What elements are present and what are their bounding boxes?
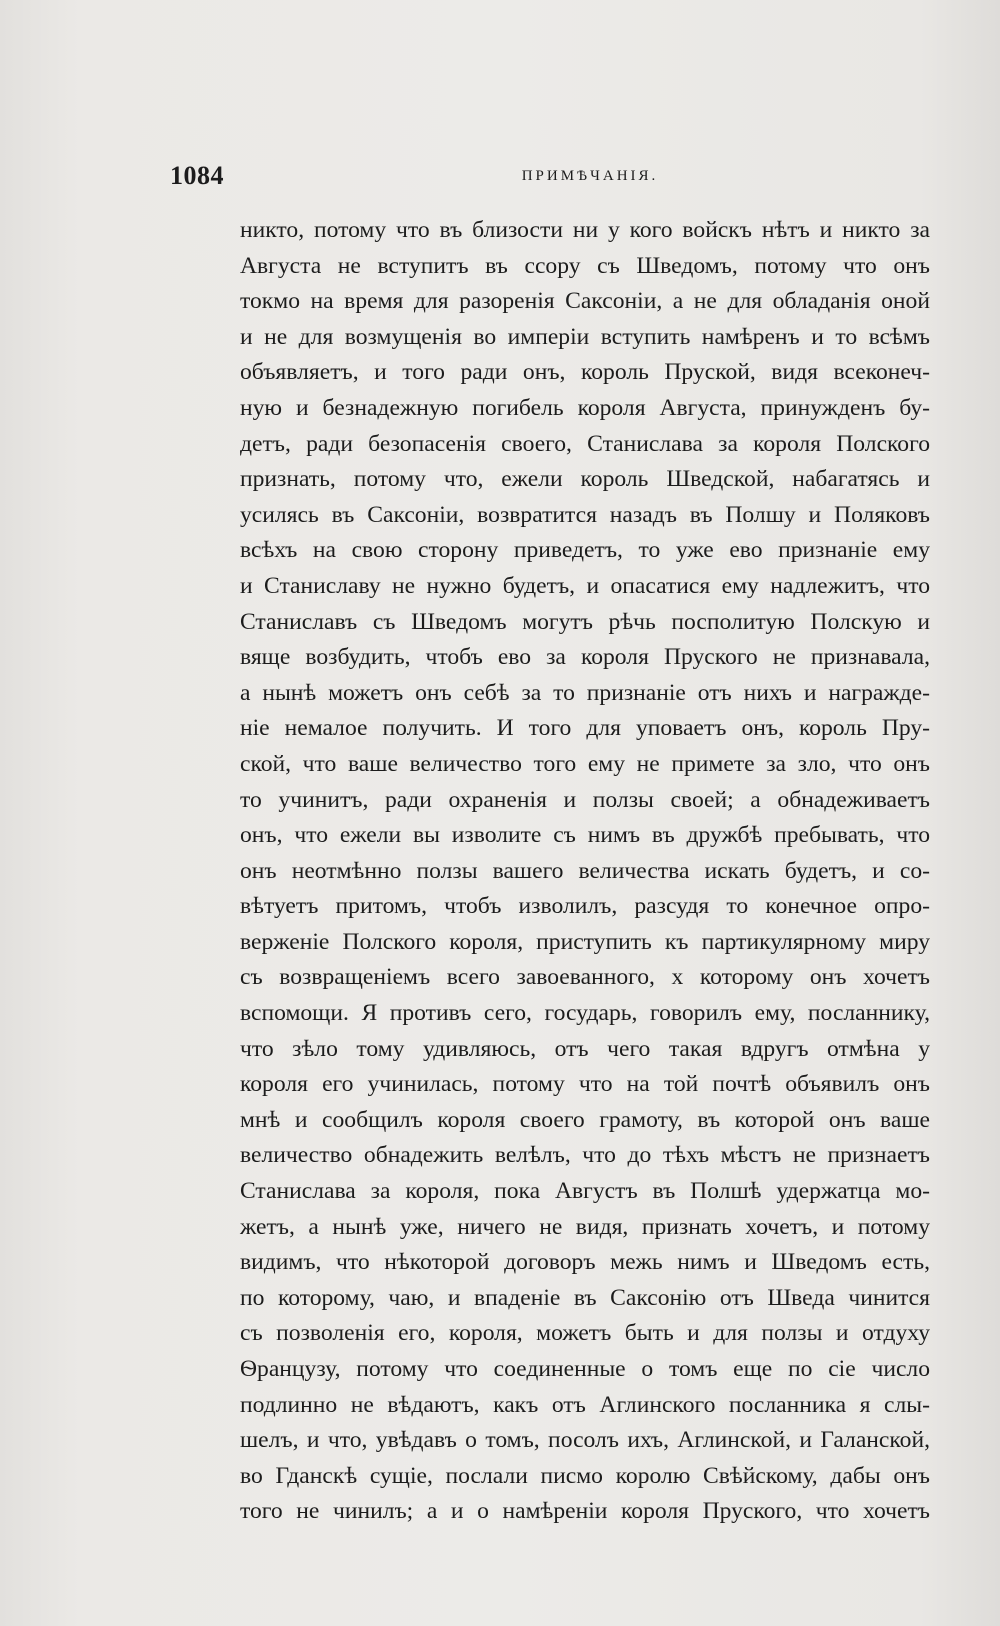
text-line: токмо на время для разоренія Саксоніи, а не для обладанія оной [240, 288, 930, 315]
text-line: то учинитъ, ради охраненія и ползы своей; а обнадеживаетъ [240, 786, 930, 813]
text-line: жетъ, а нынѣ уже, ничего не видя, признать хочетъ, и потому [240, 1213, 930, 1240]
text-line: шелъ, и что, увѣдавъ о томъ, посолъ ихъ, Аглинской, и Галанской, [240, 1427, 930, 1454]
text-line: величество обнадежить велѣлъ, что до тѣхъ мѣстъ не признаетъ [240, 1142, 930, 1169]
text-line: и не для возмущенія во имперіи вступить намѣренъ и то всѣмъ [240, 323, 930, 350]
text-line: ской, что ваше величество того ему не примете за зло, что онъ [240, 750, 930, 777]
text-line: онъ неотмѣнно ползы вашего величества искать будетъ, и со- [240, 857, 930, 884]
page-number: 1084 [170, 161, 224, 190]
text-line: верженіе Полского короля, приступить къ партикулярному миру [240, 928, 930, 955]
text-line: а нынѣ можетъ онъ себѣ за то признаніе отъ нихъ и награжде- [240, 679, 930, 706]
text-line: ніе немалое получить. И того для уповаетъ онъ, король Пру- [240, 715, 930, 742]
text-line: что зѣло тому удивляюсь, отъ чего такая вдругъ отмѣна у [240, 1035, 930, 1062]
text-line: Ѳранцузу, потому что соединенные о томъ еще по сіе число [240, 1356, 930, 1382]
body-text [240, 213, 930, 1530]
text-line: вспомощи. Я противъ сего, государь, говорилъ ему, посланнику, [240, 1000, 930, 1027]
text-line: объявляетъ, и того ради онъ, король Пруской, видя всеконеч- [240, 359, 930, 386]
text-line: съ позволенія его, короля, можетъ быть и для ползы и отдуху [240, 1320, 930, 1347]
text-line: мнѣ и сообщилъ короля своего грамоту, въ которой онъ ваше [240, 1106, 930, 1133]
text-line: вѣтуетъ притомъ, чтобъ изволилъ, разсудя то конечное опро- [240, 893, 930, 920]
text-line: всѣхъ на свою сторону приведетъ, то уже ево признаніе ему [240, 537, 930, 564]
text-line: во Гданскѣ сущіе, послали писмо королю Свѣйскому, дабы онъ [240, 1462, 930, 1489]
text-line: и Станиславу не нужно будетъ, и опасатися ему надлежитъ, что [240, 572, 930, 599]
text-line: по которому, чаю, и впаденіе въ Саксонію отъ Шведа чинится [240, 1284, 930, 1311]
text-line: видимъ, что нѣкоторой договоръ межь нимъ и Шведомъ есть, [240, 1249, 930, 1276]
text-line: усилясь въ Саксоніи, возвратится назадъ въ Полшу и Поляковъ [240, 501, 930, 528]
text-line: Августа не вступитъ въ ссору съ Шведомъ, потому что онъ [240, 252, 930, 279]
text-line: того не чинилъ; а и о намѣреніи короля Пруского, что хочетъ [240, 1498, 930, 1525]
text-line: ную и безнадежную погибель короля Августа, принужденъ бу- [240, 394, 930, 421]
text-line: Станиславъ съ Шведомъ могутъ рѣчь посполитую Полскую и [240, 608, 930, 635]
text-line: онъ, что ежели вы изволите съ нимъ въ дружбѣ пребывать, что [240, 822, 930, 849]
text-line: признать, потому что, ежели король Шведской, набагатясь и [240, 466, 930, 493]
text-line: вяще возбудить, чтобъ ево за короля Пруского не признавала, [240, 644, 930, 671]
section-title: ПРИМѢЧАНІЯ. [521, 168, 659, 184]
text-line: подлинно не вѣдаютъ, какъ отъ Аглинского посланника я слы- [240, 1391, 930, 1418]
text-line: короля его учинилась, потому что на той почтѣ объявилъ онъ [240, 1071, 930, 1098]
running-head [170, 160, 930, 192]
text-line: никто, потому что въ близости ни у кого войскъ нѣтъ и никто за [240, 217, 930, 243]
text-line: Станислава за короля, пока Августъ въ Полшѣ удержатца мо- [240, 1178, 930, 1205]
text-line: съ возвращеніемъ всего завоеванного, х которому онъ хочетъ [240, 964, 930, 991]
text-line: детъ, ради безопасенія своего, Станислава за короля Полского [240, 430, 930, 457]
